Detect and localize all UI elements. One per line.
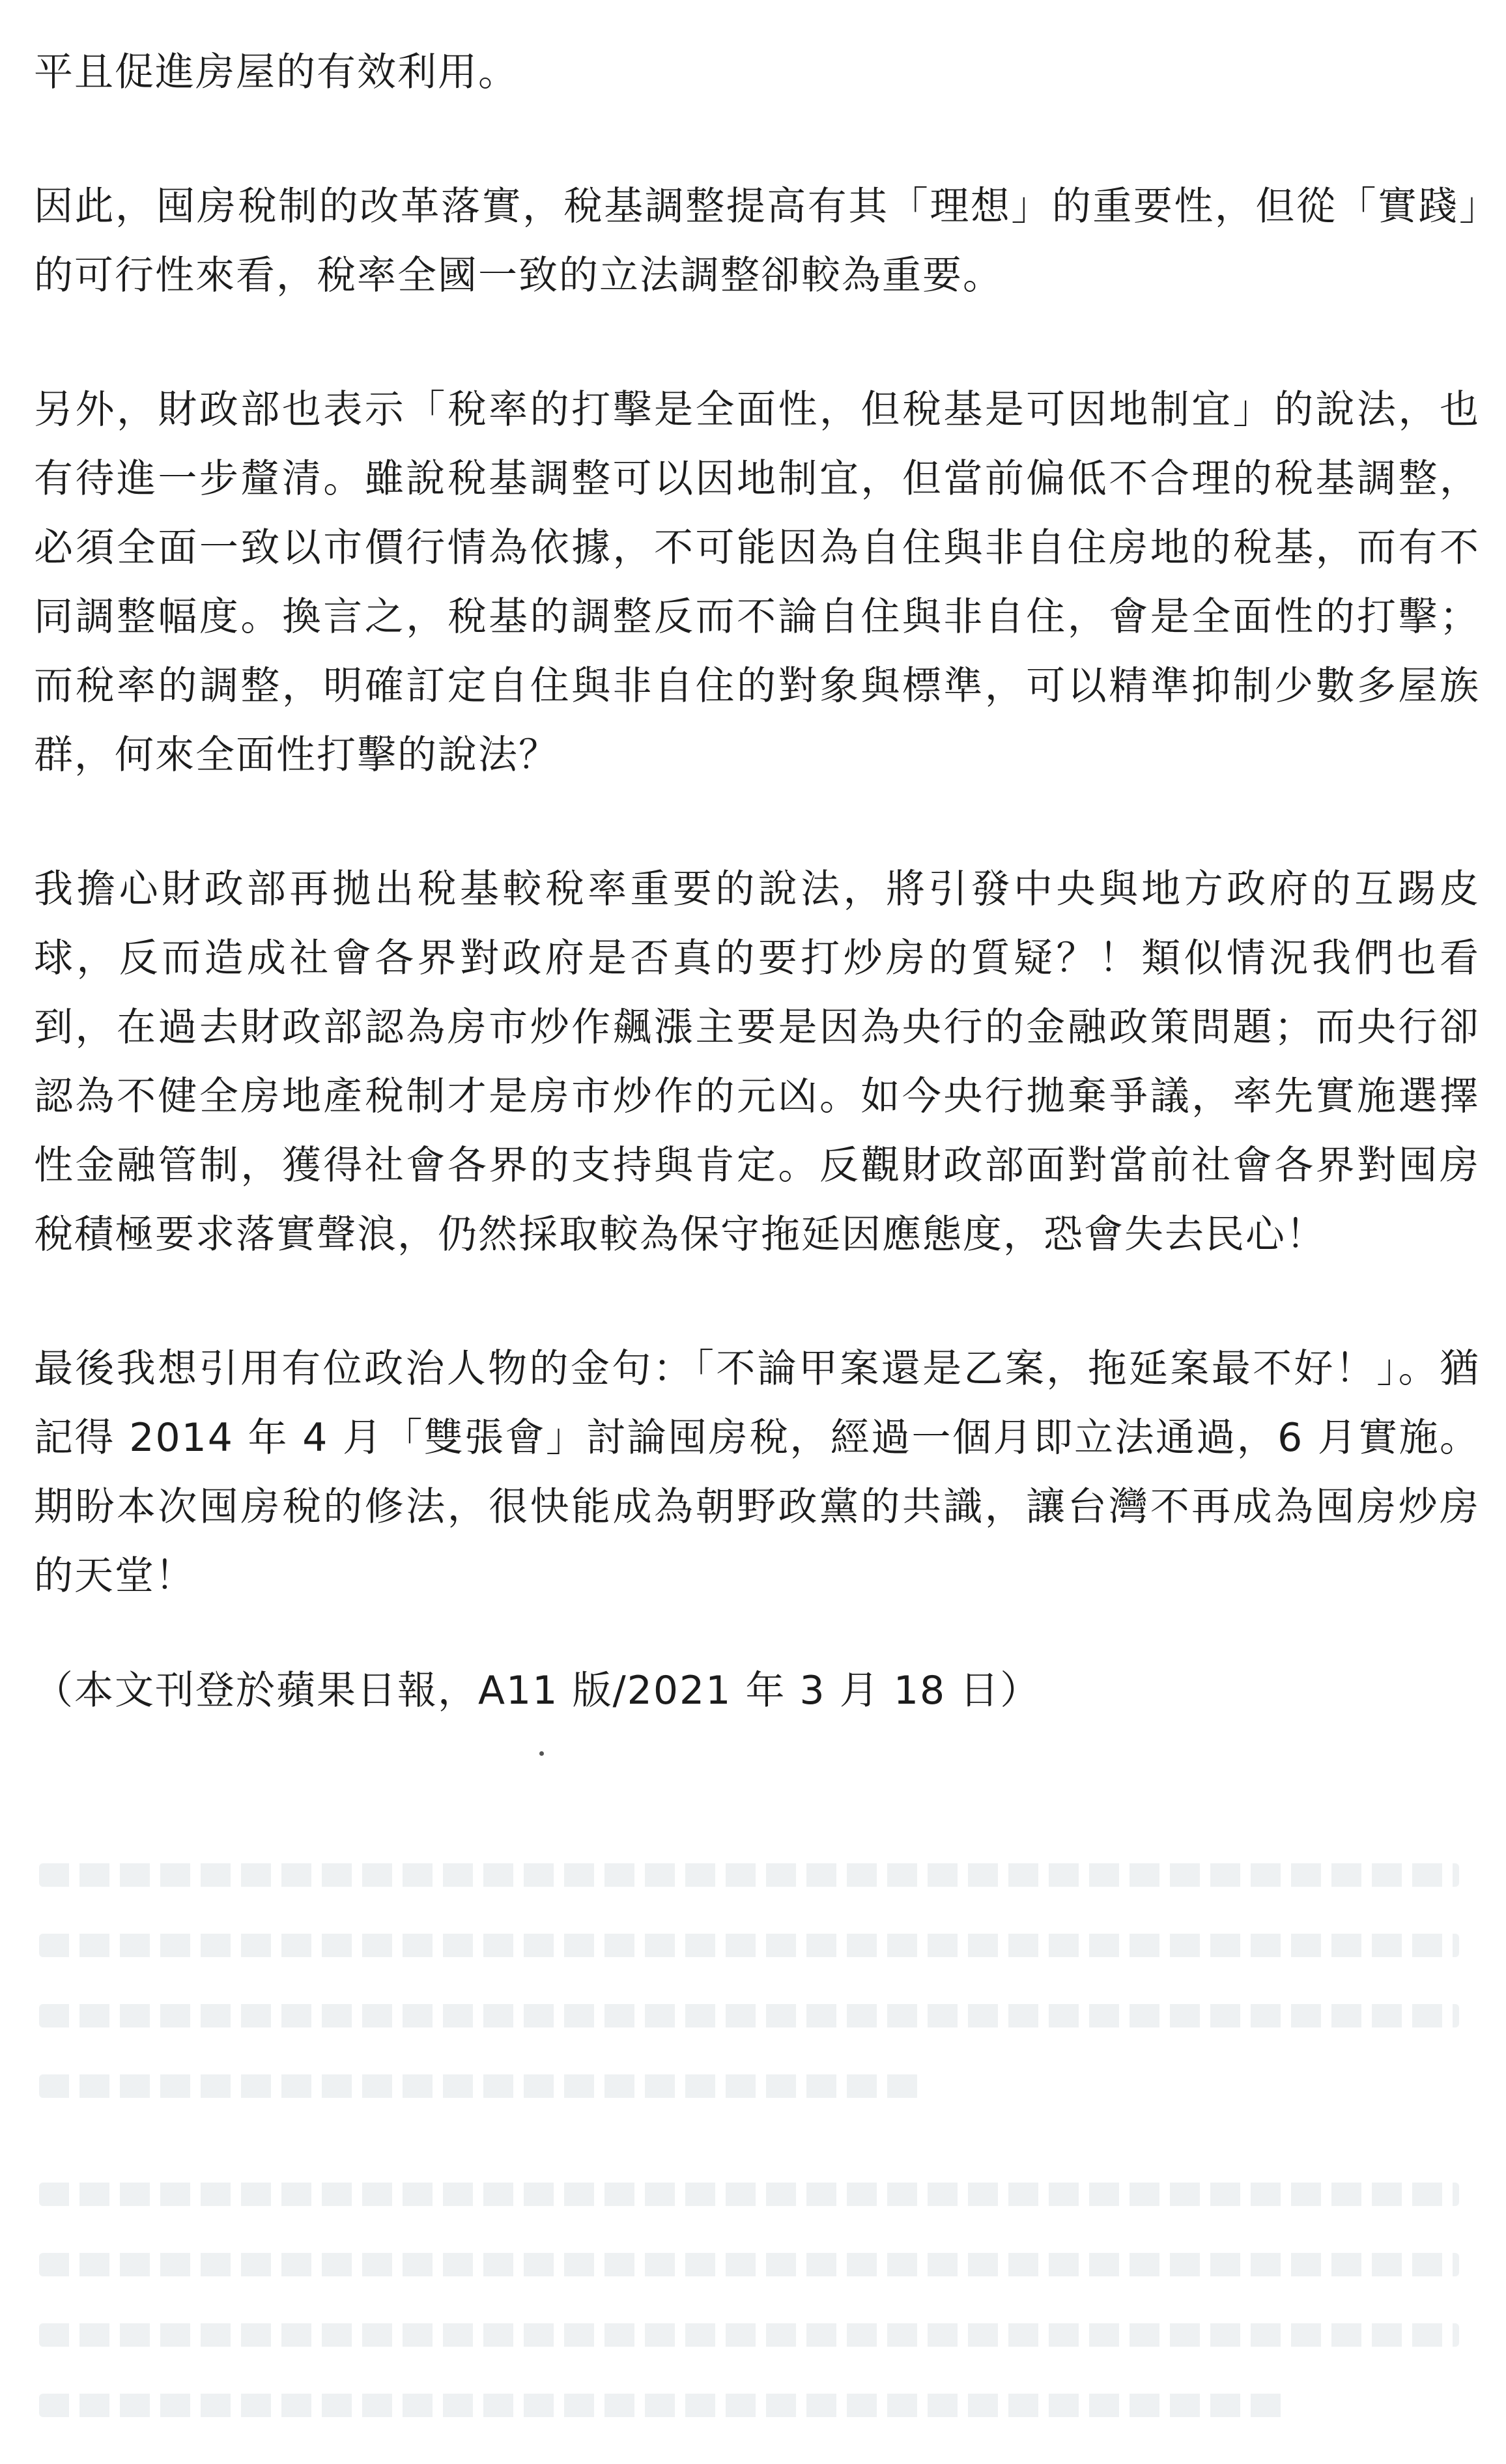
paragraph-4: 我擔心財政部再拋出稅基較稅率重要的說法，將引發中央與地方政府的互踢皮球，反而造成社會各界對政府是否真的要打炒房的質疑？！類似情況我們也看到，在過去財政部認為房市炒作飆漲主要是因為央行的金融政策問題；而央行卻認為不健全房地產稅制才是房市炒作的元凶。如今央行拋棄爭議，率先實施選擇性金融管制，獲得社會各界的支持與肯定。反觀財政部面對當前社會各界對囤房稅積極要求落實聲浪，仍然採取較為保守拖延因應態度，恐會失去民心！	[34, 867, 1480, 1257]
source-citation: （本文刊登於蘋果日報，A11 版/2021 年 3 月 18 日）	[34, 1668, 1041, 1713]
article-body	[34, 38, 1480, 1725]
paragraph-1: 平且促進房屋的有效利用。	[34, 50, 519, 95]
paragraph-5: 最後我想引用有位政治人物的金句：「不論甲案還是乙案，拖延案最不好！」。猶記得 2014 年 4 月「雙張會」討論囤房稅，經過一個月即立法通過，6 月實施。期盼本次囤房稅的修法，很快能成為朝野政黨的共識，讓台灣不再成為囤房炒房的天堂！	[34, 1346, 1480, 1599]
paragraph-2: 因此，囤房稅制的改革落實，稅基調整提高有其「理想」的重要性，但從「實踐」的可行性來看，稅率全國一致的立法調整卻較為重要。	[34, 184, 1480, 298]
bleed-through-block-2	[39, 2183, 1459, 2464]
paragraph-3: 另外，財政部也表示「稅率的打擊是全面性，但稅基是可因地制宜」的說法，也有待進一步釐清。雖說稅基調整可以因地制宜，但當前偏低不合理的稅基調整，必須全面一致以市價行情為依據，不可能因為自住與非自住房地的稅基，而有不同調整幅度。換言之，稅基的調整反而不論自住與非自住，會是全面性的打擊；而稅率的調整，明確訂定自住與非自住的對象與標準，可以精準抑制少數多屋族群，何來全面性打擊的說法？	[34, 387, 1480, 778]
bleed-through-block-1	[39, 1863, 1459, 2145]
scan-speck	[539, 1751, 544, 1756]
